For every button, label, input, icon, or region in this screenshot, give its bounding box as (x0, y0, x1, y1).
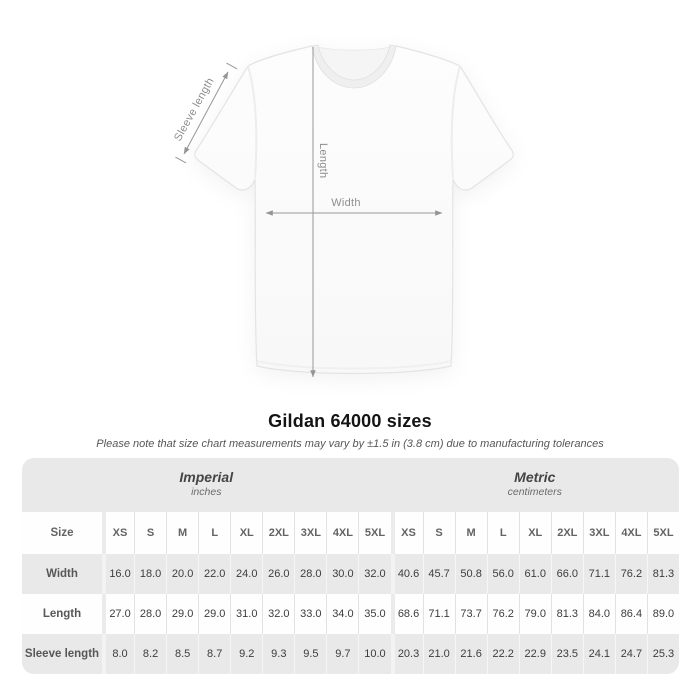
value-imperial: 9.2 (230, 634, 262, 674)
value-imperial: 16.0 (102, 554, 134, 594)
size-chart-card (22, 458, 679, 674)
value-imperial: 9.5 (294, 634, 326, 674)
value-imperial: 8.7 (198, 634, 230, 674)
value-metric: 25.3 (647, 634, 679, 674)
value-metric: 89.0 (647, 594, 679, 634)
value-imperial: 29.0 (166, 594, 198, 634)
tolerance-note: Please note that size chart measurements may vary by ±1.5 in (3.8 cm) due to manufacturing tolerances (96, 438, 604, 450)
size-header-row (22, 512, 679, 554)
value-metric: 66.0 (551, 554, 583, 594)
value-imperial: 27.0 (102, 594, 134, 634)
size-column-header: Size (50, 527, 74, 539)
value-imperial: 8.2 (134, 634, 166, 674)
length-dimension-label: Length (317, 143, 329, 179)
imperial-header (22, 458, 391, 512)
value-metric: 24.7 (615, 634, 647, 674)
size-header-imperial-5xl: 5XL (358, 512, 390, 554)
width-dimension-label: Width (331, 197, 361, 209)
row-label: Sleeve length (24, 648, 100, 660)
value-metric: 71.1 (423, 594, 455, 634)
value-imperial: 30.0 (326, 554, 358, 594)
size-header-imperial-4xl: 4XL (326, 512, 358, 554)
value-metric: 21.0 (423, 634, 455, 674)
value-imperial: 29.0 (198, 594, 230, 634)
size-header-imperial-3xl: 3XL (294, 512, 326, 554)
imperial-header-unit: inches (191, 486, 222, 498)
value-metric: 40.6 (391, 554, 423, 594)
value-imperial: 10.0 (358, 634, 390, 674)
value-metric: 68.6 (391, 594, 423, 634)
size-header-metric-s: S (423, 512, 455, 554)
value-imperial: 20.0 (166, 554, 198, 594)
imperial-header-name: Imperial (179, 469, 234, 485)
value-metric: 61.0 (519, 554, 551, 594)
value-imperial: 32.0 (262, 594, 294, 634)
metric-header (391, 458, 679, 512)
size-header-imperial-xs: XS (102, 512, 134, 554)
size-header-metric-xs: XS (391, 512, 423, 554)
value-metric: 86.4 (615, 594, 647, 634)
value-imperial: 22.0 (198, 554, 230, 594)
value-metric: 23.5 (551, 634, 583, 674)
measurement-row-width (22, 554, 679, 594)
size-header-metric-xl: XL (519, 512, 551, 554)
value-metric: 84.0 (583, 594, 615, 634)
value-imperial: 32.0 (358, 554, 390, 594)
value-metric: 79.0 (519, 594, 551, 634)
value-metric: 24.1 (583, 634, 615, 674)
value-imperial: 33.0 (294, 594, 326, 634)
measurement-row-sleeve-length (22, 634, 679, 674)
size-header-metric-4xl: 4XL (615, 512, 647, 554)
value-imperial: 26.0 (262, 554, 294, 594)
metric-header-unit: centimeters (507, 486, 562, 498)
value-metric: 81.3 (647, 554, 679, 594)
sleeve-dimension-label: Sleeve length (172, 75, 217, 144)
size-header-imperial-xl: XL (230, 512, 262, 554)
value-imperial: 9.7 (326, 634, 358, 674)
value-metric: 50.8 (455, 554, 487, 594)
value-imperial: 8.5 (166, 634, 198, 674)
size-header-imperial-s: S (134, 512, 166, 554)
value-imperial: 34.0 (326, 594, 358, 634)
value-metric: 45.7 (423, 554, 455, 594)
value-imperial: 28.0 (294, 554, 326, 594)
value-metric: 76.2 (615, 554, 647, 594)
tshirt-graphic (195, 45, 513, 374)
size-header-metric-2xl: 2XL (551, 512, 583, 554)
value-imperial: 24.0 (230, 554, 262, 594)
value-metric: 71.1 (583, 554, 615, 594)
size-header-metric-3xl: 3XL (583, 512, 615, 554)
row-label: Width (46, 568, 78, 580)
value-imperial: 31.0 (230, 594, 262, 634)
value-imperial: 9.3 (262, 634, 294, 674)
value-metric: 22.2 (487, 634, 519, 674)
value-metric: 73.7 (455, 594, 487, 634)
value-imperial: 35.0 (358, 594, 390, 634)
size-header-imperial-m: M (166, 512, 198, 554)
measurement-row-length (22, 594, 679, 634)
size-header-metric-l: L (487, 512, 519, 554)
value-metric: 81.3 (551, 594, 583, 634)
value-metric: 20.3 (391, 634, 423, 674)
value-imperial: 8.0 (102, 634, 134, 674)
size-table-body (22, 554, 679, 674)
unit-header-band (22, 458, 679, 512)
value-imperial: 18.0 (134, 554, 166, 594)
value-metric: 22.9 (519, 634, 551, 674)
size-header-metric-5xl: 5XL (647, 512, 679, 554)
row-label: Length (42, 608, 82, 620)
value-metric: 76.2 (487, 594, 519, 634)
value-metric: 21.6 (455, 634, 487, 674)
page-title: Gildan 64000 sizes (268, 411, 432, 431)
value-metric: 56.0 (487, 554, 519, 594)
metric-header-name: Metric (514, 469, 556, 485)
size-header-metric-m: M (455, 512, 487, 554)
size-header-imperial-l: L (198, 512, 230, 554)
value-imperial: 28.0 (134, 594, 166, 634)
size-header-imperial-2xl: 2XL (262, 512, 294, 554)
